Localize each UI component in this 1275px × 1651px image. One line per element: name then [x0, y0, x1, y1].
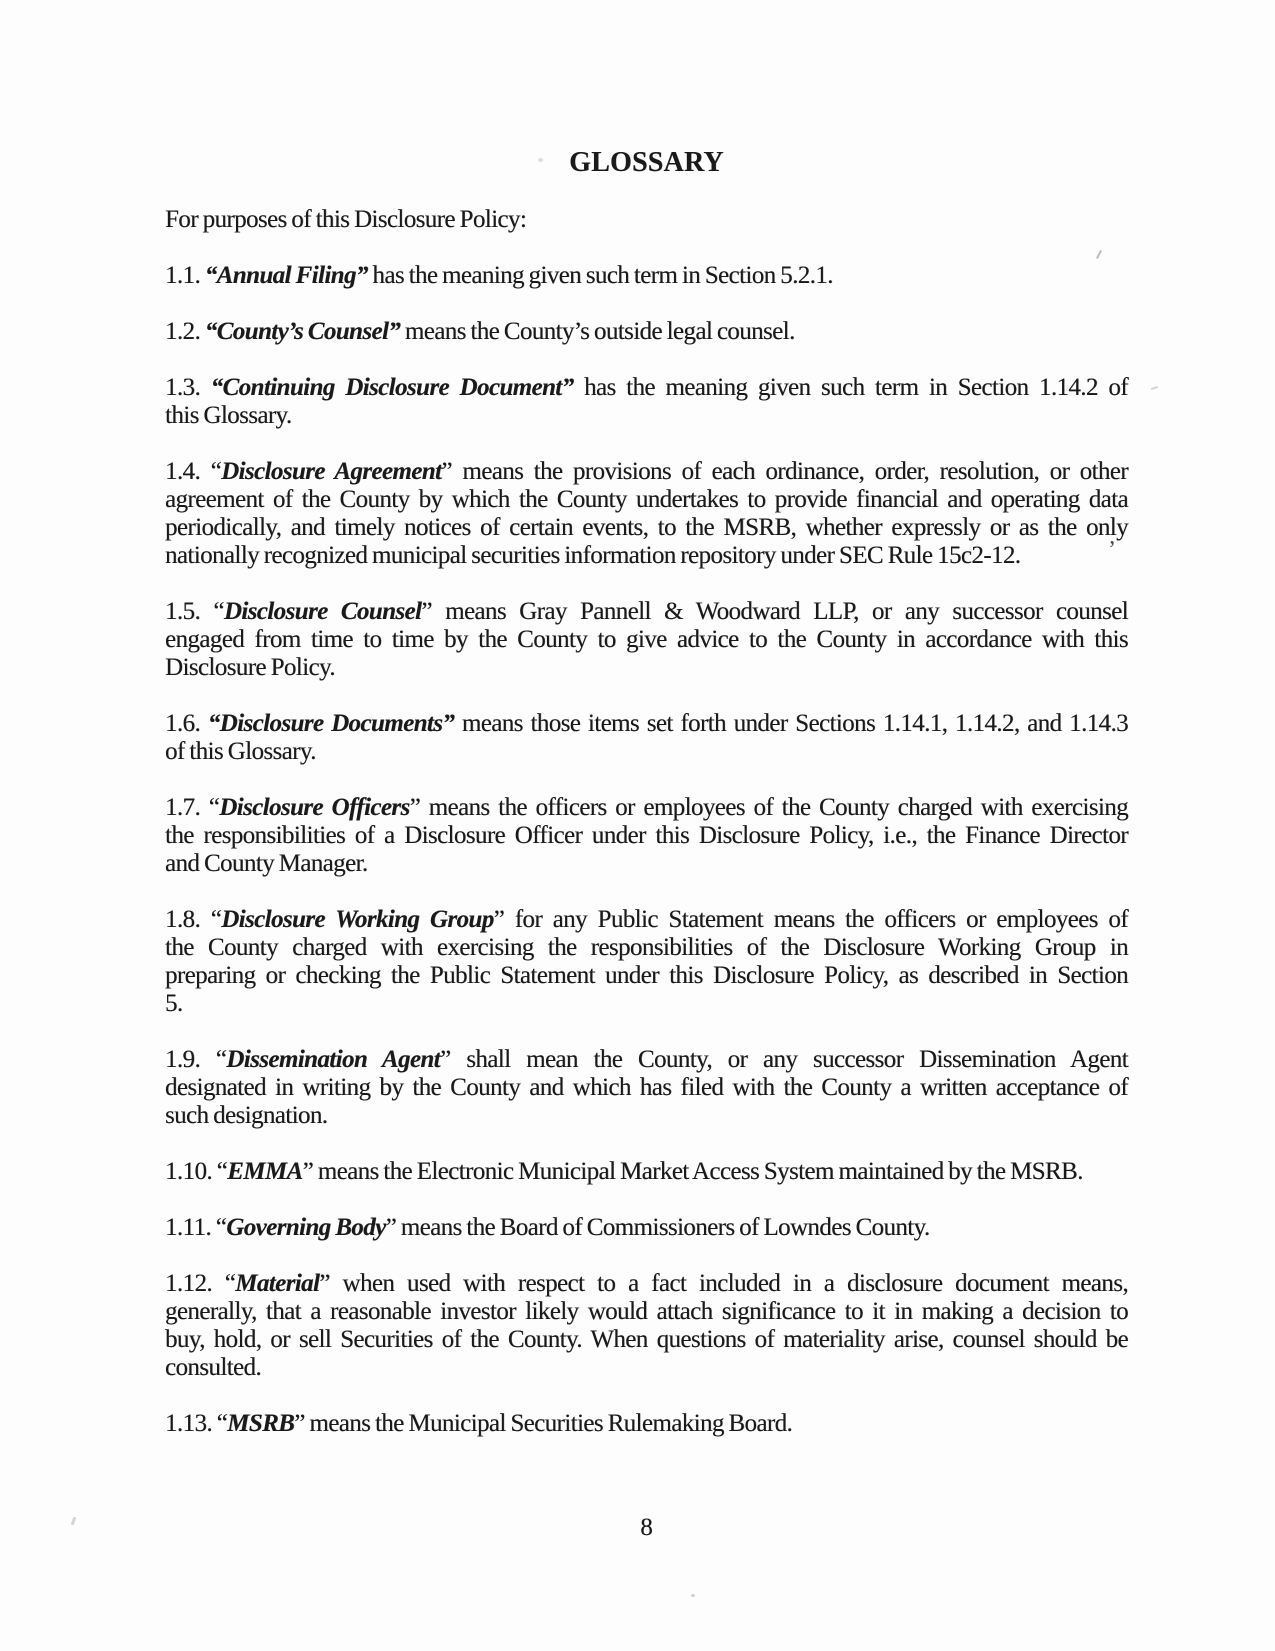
- term-open-quote: “: [215, 1214, 227, 1241]
- definition-number: 1.11.: [165, 1214, 212, 1241]
- definition-number: 1.9.: [165, 1046, 201, 1073]
- definition-term: Dissemination Agent: [226, 1046, 441, 1073]
- definition-text: means the provisions of each ordinance, order, resolution, or other: [462, 458, 1129, 485]
- definition-line: buy, hold, or sell Securities of the County. When questions of materiality arise, counsel should be: [165, 1326, 1128, 1353]
- definition-line: 5.: [165, 990, 183, 1017]
- term-close-quote: ”: [294, 1410, 305, 1437]
- definition-line: [165, 1046, 1128, 1074]
- definition-line: nationally recognized municipal securities information repository under SEC Rule 15c2-12.: [165, 542, 1021, 569]
- definition-line: agreement of the County by which the County undertakes to provide financial and operating data: [165, 486, 1128, 513]
- definition-line: engaged from time to time by the County to give advice to the County in accordance with this: [165, 626, 1128, 653]
- term-close-quote: ”: [421, 598, 432, 625]
- definition-line: generally, that a reasonable investor likely would attach significance to it in making a decision to: [165, 1298, 1128, 1325]
- definition-item-1-13: [165, 1410, 1128, 1438]
- definition-text: has the meaning given such term in Section 5.2.1.: [372, 262, 833, 289]
- definition-item-1-7: [165, 794, 1128, 878]
- document-body: [165, 148, 1128, 1438]
- definition-number: 1.13.: [165, 1410, 213, 1437]
- definition-line: [165, 1214, 1128, 1242]
- definition-number: 1.10.: [165, 1158, 213, 1185]
- definition-line: consulted.: [165, 1354, 262, 1381]
- definition-number: 1.8.: [165, 906, 201, 933]
- definition-line: this Glossary.: [165, 402, 292, 429]
- intro-paragraph: For purposes of this Disclosure Policy:: [165, 206, 527, 233]
- definition-line: [165, 710, 1128, 738]
- term-open-quote: “: [224, 1270, 236, 1297]
- definition-term: Governing Body: [226, 1214, 386, 1241]
- scan-artifact-apostrophe: ’: [1108, 537, 1116, 563]
- term-open-quote: “: [216, 1158, 228, 1185]
- term-open-quote: “: [210, 458, 222, 485]
- term-close-quote: ”: [302, 1158, 314, 1185]
- definition-item-1-5: [165, 598, 1128, 682]
- term-close-quote: ”: [319, 1270, 330, 1297]
- definition-term: Disclosure Working Group: [221, 906, 494, 933]
- term-close-quote: ”: [385, 1214, 397, 1241]
- term-open-quote: “: [216, 1410, 228, 1437]
- definition-text: for any Public Statement means the officers or employees of: [514, 906, 1128, 933]
- page-title: GLOSSARY: [569, 147, 724, 178]
- definition-line: [165, 1410, 1128, 1438]
- definition-number: 1.1.: [165, 262, 201, 289]
- definition-number: 1.5.: [165, 598, 201, 625]
- definition-term: EMMA: [227, 1158, 303, 1185]
- definition-term: MSRB: [227, 1410, 295, 1437]
- definition-line: [165, 1158, 1128, 1186]
- definition-item-1-4: [165, 458, 1128, 570]
- definition-line: the County charged with exercising the responsibilities of the Disclosure Working Group in: [165, 934, 1128, 961]
- page-number: 8: [640, 1514, 653, 1541]
- definition-term: Disclosure Agreement: [221, 458, 442, 485]
- scan-artifact-speck: [71, 1517, 77, 1526]
- definition-line: [165, 262, 1128, 290]
- definition-text: means the officers or employees of the County charged with exercising: [428, 794, 1129, 821]
- definition-line: [165, 374, 1128, 402]
- definition-text: means the Board of Commissioners of Lowndes County.: [400, 1214, 930, 1241]
- definition-term: Disclosure Counsel: [223, 598, 422, 625]
- definition-line: of this Glossary.: [165, 738, 316, 765]
- term-close-quote: ”: [409, 794, 421, 821]
- definition-term: “County’s Counsel”: [204, 318, 401, 345]
- term-close-quote: ”: [493, 906, 505, 933]
- definition-text: has the meaning given such term in Section 1.14.2 of: [584, 374, 1128, 401]
- definition-term: Disclosure Officers: [219, 794, 410, 821]
- definition-line: [165, 318, 1128, 346]
- definition-number: 1.12.: [165, 1270, 213, 1297]
- definition-term: “Disclosure Documents”: [207, 710, 455, 737]
- definition-number: 1.6.: [165, 710, 201, 737]
- definition-line: periodically, and timely notices of certain events, to the MSRB, whether expressly or as the only: [165, 514, 1128, 541]
- definition-line: [165, 1270, 1128, 1298]
- definition-line: such designation.: [165, 1102, 328, 1129]
- definition-item-1-10: [165, 1158, 1128, 1186]
- definition-term: Material: [235, 1270, 320, 1297]
- definition-number: 1.7.: [165, 794, 201, 821]
- definition-number: 1.3.: [165, 374, 201, 401]
- definition-term: “Annual Filing”: [204, 262, 368, 289]
- definition-line: designated in writing by the County and which has filed with the County a written acceptance of: [165, 1074, 1128, 1101]
- definition-text: means those items set forth under Sections 1.14.1, 1.14.2, and 1.14.3: [461, 710, 1128, 737]
- definition-item-1-6: [165, 710, 1128, 766]
- definition-line: Disclosure Policy.: [165, 654, 335, 681]
- definition-item-1-9: [165, 1046, 1128, 1130]
- definition-text: means the Electronic Municipal Market Access System maintained by the MSRB.: [317, 1158, 1083, 1185]
- scan-artifact-speck: [691, 1594, 695, 1597]
- definition-text: when used with respect to a fact included in a disclosure document means,: [342, 1270, 1128, 1297]
- term-open-quote: “: [215, 1046, 227, 1073]
- definition-item-1-12: [165, 1270, 1128, 1382]
- definition-item-1-2: [165, 318, 1128, 346]
- definition-text: shall mean the County, or any successor Dissemination Agent: [466, 1046, 1129, 1073]
- scan-artifact-tick: [1151, 386, 1158, 390]
- term-open-quote: “: [208, 794, 220, 821]
- definition-text: means the County’s outside legal counsel.: [404, 318, 795, 345]
- definition-number: 1.2.: [165, 318, 201, 345]
- definition-item-1-3: [165, 374, 1128, 430]
- definition-item-1-11: [165, 1214, 1128, 1242]
- definition-item-1-1: [165, 262, 1128, 290]
- term-open-quote: “: [213, 598, 224, 625]
- definition-item-1-8: [165, 906, 1128, 1018]
- definition-line: and County Manager.: [165, 850, 368, 877]
- term-close-quote: ”: [440, 1046, 451, 1073]
- definition-line: preparing or checking the Public Statement under this Disclosure Policy, as described in Section: [165, 962, 1128, 989]
- definition-line: [165, 794, 1128, 822]
- definition-line: the responsibilities of a Disclosure Officer under this Disclosure Policy, i.e., the Finance Director: [165, 822, 1128, 849]
- term-close-quote: ”: [441, 458, 452, 485]
- definition-number: 1.4.: [165, 458, 201, 485]
- definition-line: [165, 458, 1128, 486]
- definition-text: means Gray Pannell & Woodward LLP, or any successor counsel: [445, 598, 1129, 625]
- definition-line: [165, 598, 1128, 626]
- term-open-quote: “: [210, 906, 222, 933]
- definition-term: “Continuing Disclosure Document”: [210, 374, 574, 401]
- definition-text: means the Municipal Securities Rulemaking Board.: [309, 1410, 793, 1437]
- definition-line: [165, 906, 1128, 934]
